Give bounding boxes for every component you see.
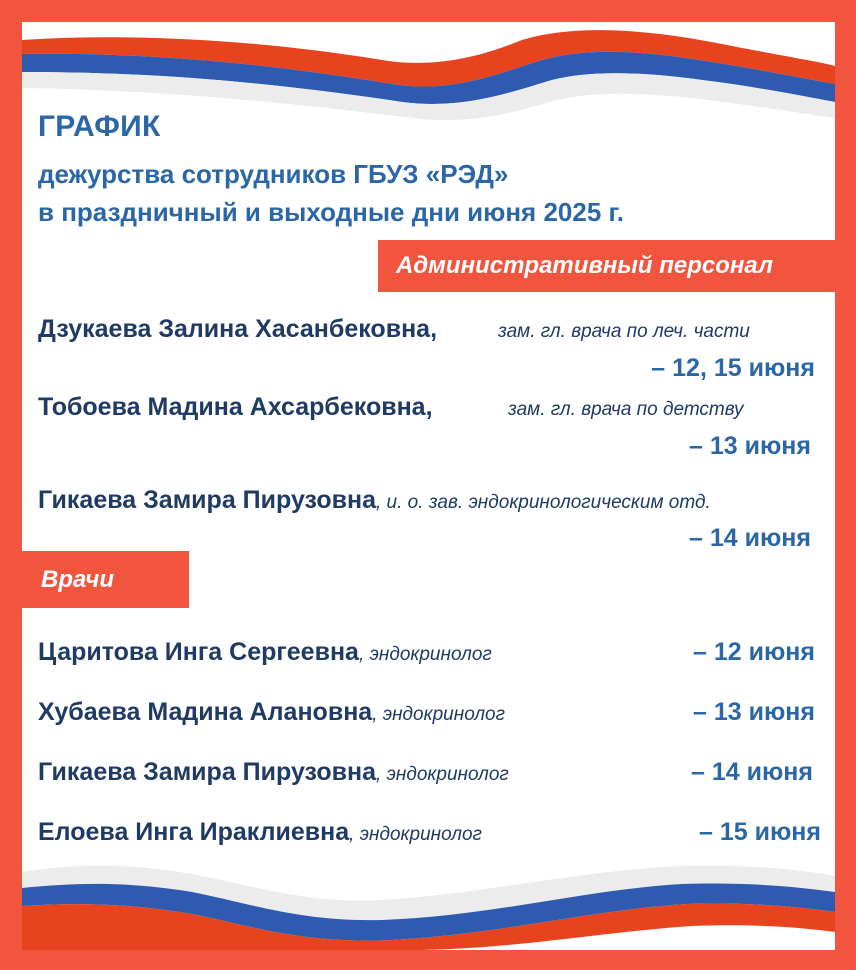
subtitle-line-1: дежурства сотрудников ГБУЗ «РЭД»: [38, 159, 509, 189]
page-title: ГРАФИК: [38, 110, 161, 143]
doctor-role-1: , эндокринолог: [358, 644, 492, 665]
admin-dates-1: – 12, 15 июня: [651, 354, 815, 382]
admin-name-1: Дзукаева Залина Хасанбековна,: [38, 315, 438, 343]
doctor-role-3: , эндокринолог: [375, 764, 509, 785]
admin-role-3: , и. о. зав. эндокринологическим отд.: [375, 492, 711, 513]
doctor-dates-3: – 14 июня: [690, 758, 813, 786]
doctor-name-1: [38, 638, 492, 667]
admin-role-1: зам. гл. врача по леч. части: [498, 321, 750, 342]
section-header-doctors: Врачи: [22, 551, 189, 608]
doctor-name-2-text: Хубаева Мадина Алановна: [38, 698, 373, 726]
admin-role-2: зам. гл. врача по детству: [508, 399, 744, 420]
doctor-dates-2: – 13 июня: [692, 698, 815, 726]
subtitle-line-2: в праздничный и выходные дни июня 2025 г.: [38, 197, 624, 227]
doctor-name-1-text: Царитова Инга Сергеевна: [38, 638, 359, 666]
admin-dates-2: – 13 июня: [688, 432, 811, 460]
schedule-card: [22, 22, 835, 950]
admin-dates-3: – 14 июня: [688, 524, 811, 552]
admin-name-3: [38, 486, 711, 515]
section-header-admin: Административный персонал: [378, 240, 835, 292]
doctor-name-2: [38, 698, 505, 727]
doctor-name-3-text: Гикаева Замира Пирузовна: [38, 758, 376, 786]
admin-name-2: Тобоева Мадина Ахсарбековна,: [38, 393, 433, 421]
doctor-name-3: [38, 758, 509, 787]
doctor-dates-1: – 12 июня: [692, 638, 815, 666]
doctor-dates-4: – 15 июня: [698, 818, 821, 846]
doctor-role-2: , эндокринолог: [372, 704, 505, 725]
ribbon-decoration-bottom: [22, 842, 835, 950]
doctor-role-4: , эндокринолог: [349, 824, 482, 845]
admin-name-3-text: Гикаева Замира Пирузовна: [38, 486, 376, 514]
doctor-name-4-text: Елоева Инга Ираклиевна: [38, 818, 350, 846]
